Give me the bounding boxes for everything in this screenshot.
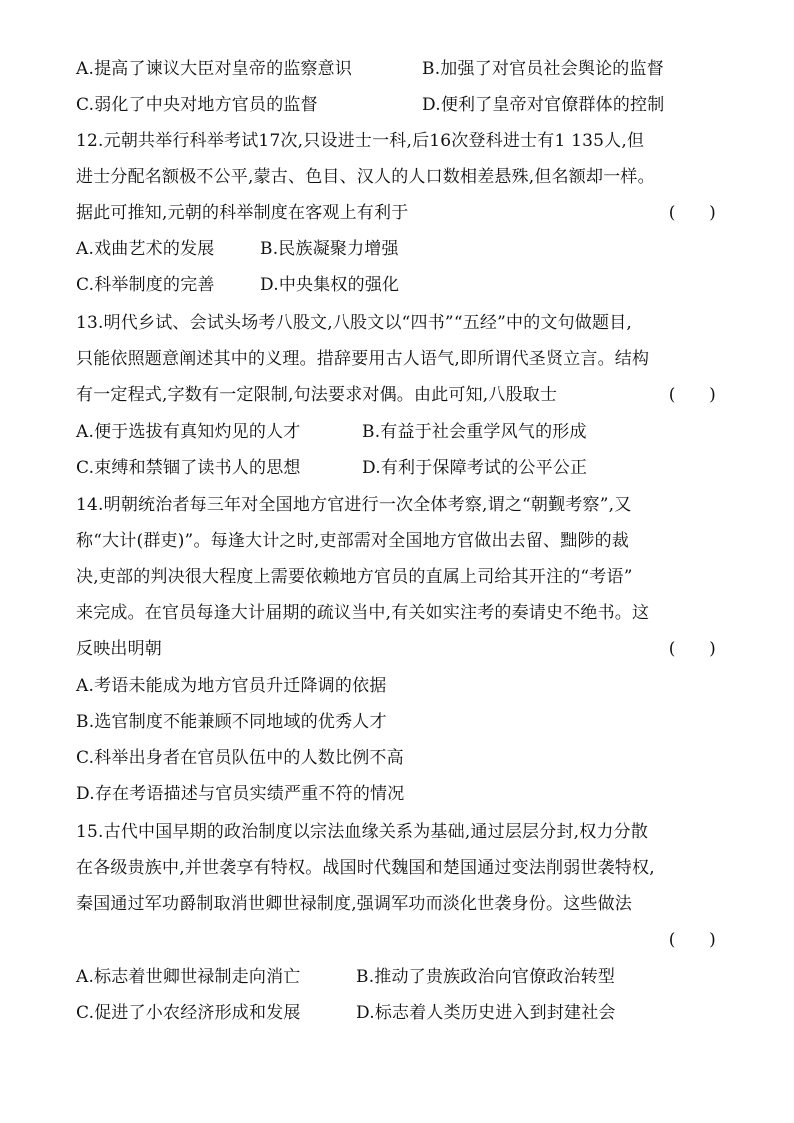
q11-option-b: B.加强了对官员社会舆论的监督 — [422, 59, 664, 79]
q13-option-row-1 — [76, 421, 716, 443]
q14-stem-text: 反映出明朝 — [76, 639, 162, 659]
q15-option-a: A.标志着世卿世禄制走向消亡 — [76, 967, 301, 987]
q15-answer-blank: ( ) — [668, 930, 716, 950]
q14-stem-line-1: 14.明朝统治者每三年对全国地方官进行一次全体考察,谓之“朝觐考察”,又 — [76, 495, 632, 515]
q13-stem-line-1: 13.明代乡试、会试头场考八股文,八股文以“四书”“五经”中的文句做题目, — [76, 313, 633, 333]
q12-stem-line-1: 12.元朝共举行科举考试17次,只设进士一科,后16次登科进士有1 135人,但 — [76, 131, 645, 151]
q12-option-row-2 — [76, 274, 716, 296]
q12-stem-line-2: 进士分配名额极不公平,蒙古、色目、汉人的人口数相差悬殊,但名额却一样。 — [76, 167, 655, 187]
q15-option-row-1 — [76, 966, 716, 988]
q13-option-a: A.便于选拔有真知灼见的人才 — [76, 422, 301, 442]
q11-option-d: D.便利了皇帝对官僚群体的控制 — [422, 95, 665, 115]
q13-option-b: B.有益于社会重学风气的形成 — [362, 422, 587, 442]
q13-stem-line-3 — [76, 384, 716, 406]
q15-stem-line-3: 秦国通过军功爵制取消世卿世禄制度,强调军功而淡化世袭身份。这些做法 — [76, 894, 633, 914]
q14-stem-line-3: 决,吏部的判决很大程度上需要依赖地方官员的直属上司给其开注的“考语” — [76, 567, 633, 587]
q14-option-c: C.科举出身者在官员队伍中的人数比例不高 — [76, 748, 404, 768]
q11-option-c: C.弱化了中央对地方官员的监督 — [76, 95, 318, 115]
q13-option-d: D.有利于保障考试的公平公正 — [362, 458, 588, 478]
q15-option-row-2 — [76, 1002, 716, 1024]
q14-stem-line-5 — [76, 638, 716, 660]
q15-option-d: D.标志着人类历史进入到封建社会 — [356, 1003, 616, 1023]
q13-option-c: C.束缚和禁锢了读书人的思想 — [76, 458, 301, 478]
q12-option-b: B.民族凝聚力增强 — [260, 239, 399, 259]
q14-option-d: D.存在考语描述与官员实绩严重不符的情况 — [76, 784, 405, 804]
q14-option-a: A.考语未能成为地方官员升迁降调的依据 — [76, 676, 387, 696]
q13-answer-blank: ( ) — [668, 385, 716, 405]
q13-stem-text: 有一定程式,字数有一定限制,句法要求对偶。由此可知,八股取士 — [76, 385, 558, 405]
q12-option-row-1 — [76, 238, 716, 260]
q15-stem-line-1: 15.古代中国早期的政治制度以宗法血缘关系为基础,通过层层分封,权力分散 — [76, 822, 649, 842]
q13-stem-line-2: 只能依照题意阐述其中的义理。措辞要用古人语气,即所谓代圣贤立言。结构 — [76, 349, 650, 369]
q14-stem-line-2: 称“大计(群吏)”。每逢大计之时,吏部需对全国地方官做出去留、黜陟的裁 — [76, 531, 630, 551]
q11-option-row-1 — [76, 58, 716, 80]
q15-stem-line-2: 在各级贵族中,并世袭享有特权。战国时代魏国和楚国通过变法削弱世袭特权, — [76, 858, 655, 878]
q12-stem-text: 据此可推知,元朝的科举制度在客观上有利于 — [76, 203, 409, 223]
q15-option-c: C.促进了小农经济形成和发展 — [76, 1003, 301, 1023]
q12-option-a: A.戏曲艺术的发展 — [76, 239, 215, 259]
q14-answer-blank: ( ) — [668, 639, 716, 659]
q13-option-row-2 — [76, 457, 716, 479]
q12-option-d: D.中央集权的强化 — [260, 275, 400, 295]
q11-option-a: A.提高了谏议大臣对皇帝的监察意识 — [76, 59, 353, 79]
q14-stem-line-4: 来完成。在官员每逢大计届期的疏议当中,有关如实注考的奏请史不绝书。这 — [76, 603, 650, 623]
q15-option-b: B.推动了贵族政治向官僚政治转型 — [356, 967, 616, 987]
q11-option-row-2 — [76, 94, 716, 116]
q12-stem-line-3 — [76, 202, 716, 224]
q14-option-b: B.选官制度不能兼顾不同地域的优秀人才 — [76, 712, 387, 732]
q12-answer-blank: ( ) — [668, 203, 716, 223]
q12-option-c: C.科举制度的完善 — [76, 275, 215, 295]
